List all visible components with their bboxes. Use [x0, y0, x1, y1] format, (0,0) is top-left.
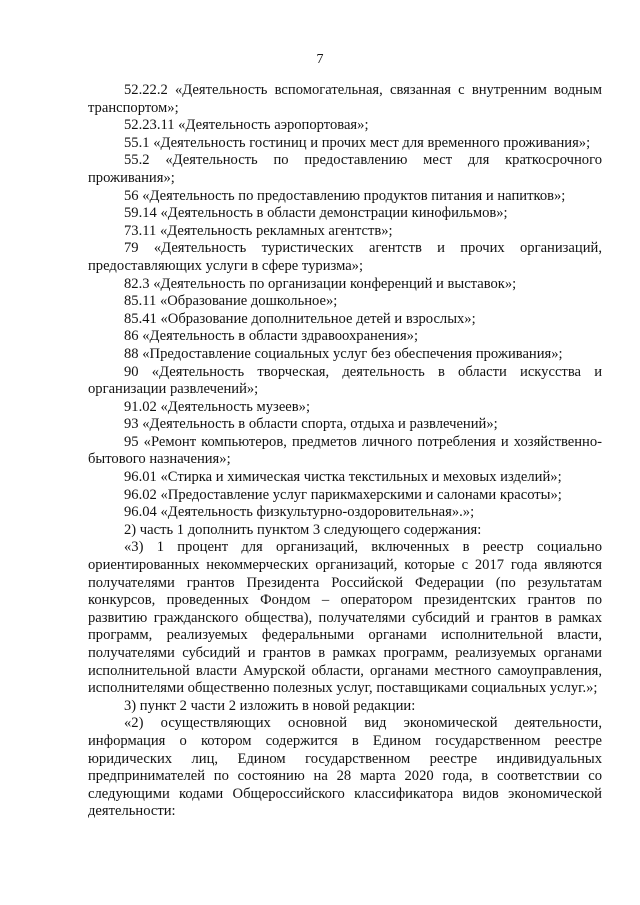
paragraph-55-1: 55.1 «Деятельность гостиниц и прочих мест для временного проживания»; [124, 134, 591, 151]
paragraph-point-3: «3) 1 процент для организаций, включенных в реестр социально ориентированных некоммерческих организаций, которые с 2017 года являются получателями грантов Президента Российской Федерации (по результатам конкурсов, проведенных Фондом – оператором президентских грантов по развитию гражданского общества), получателями субсидий и грантов в рамках программ, реализуемых федеральными органами исполнительной власти, получателями субсидий и грантов в рамках программ, реализуемых органами исполнительной власти Амурской области, органами местного самоуправления, исполнителями общественно полезных услуг, поставщиками социальных услуг.»; [88, 539, 602, 697]
paragraph-85-11: 85.11 «Образование дошкольное»; [124, 293, 338, 310]
paragraph-90: 90 «Деятельность творческая, деятельность в области искусства и организации развлечений»; [88, 363, 602, 398]
paragraph-amendment-2: 2) часть 1 дополнить пунктом 3 следующего содержания: [124, 521, 482, 538]
paragraph-93: 93 «Деятельность в области спорта, отдыха и развлечений»; [124, 416, 498, 433]
paragraph-55-2: 55.2 «Деятельность по предоставлению мест для краткосрочного проживания»; [88, 152, 602, 186]
paragraph-95: 95 «Ремонт компьютеров, предметов личного потребления и хозяйственно-бытового назначения»; [88, 433, 602, 468]
paragraph-amendment-3: 3) пункт 2 части 2 изложить в новой редакции: [124, 697, 416, 714]
page-number: 7 [316, 52, 324, 67]
paragraph-73-11: 73.11 «Деятельность рекламных агентств»; [124, 222, 393, 239]
paragraph-96-01: 96.01 «Стирка и химическая чистка текстильных и меховых изделий»; [124, 469, 562, 486]
paragraph-56: 56 «Деятельность по предоставлению продуктов питания и напитков»; [124, 187, 566, 204]
paragraph-59-14: 59.14 «Деятельность в области демонстрации кинофильмов»; [124, 205, 508, 222]
document-body [88, 82, 602, 821]
paragraph-82-3: 82.3 «Деятельность по организации конференций и выставок»; [124, 275, 517, 292]
paragraph-96-04: 96.04 «Деятельность физкультурно-оздоровительная».»; [124, 504, 475, 521]
paragraph-96-02: 96.02 «Предоставление услуг парикмахерскими и салонами красоты»; [124, 486, 562, 503]
paragraph-88: 88 «Предоставление социальных услуг без обеспечения проживания»; [124, 345, 563, 362]
paragraph-85-41: 85.41 «Образование дополнительное детей и взрослых»; [124, 310, 476, 327]
paragraph-91-02: 91.02 «Деятельность музеев»; [124, 398, 311, 415]
paragraph-79: 79 «Деятельность туристических агентств и прочих организаций, предоставляющих услуги в сфере туризма»; [88, 240, 602, 274]
paragraph-52-23-11: 52.23.11 «Деятельность аэропортовая»; [124, 117, 369, 134]
paragraph-52-22-2: 52.22.2 «Деятельность вспомогательная, связанная с внутренним водным транспортом»; [88, 82, 602, 116]
paragraph-point-2: «2) осуществляющих основной вид экономической деятельности, информация о котором содержится в Едином государственном реестре юридических лиц, Едином государственном реестре индивидуальных предпринимателей по состоянию на 28 марта 2020 года, в соответствии со следующими кодами Общероссийского классификатора видов экономической деятельности: [88, 715, 602, 820]
paragraph-86: 86 «Деятельность в области здравоохранения»; [124, 328, 419, 345]
